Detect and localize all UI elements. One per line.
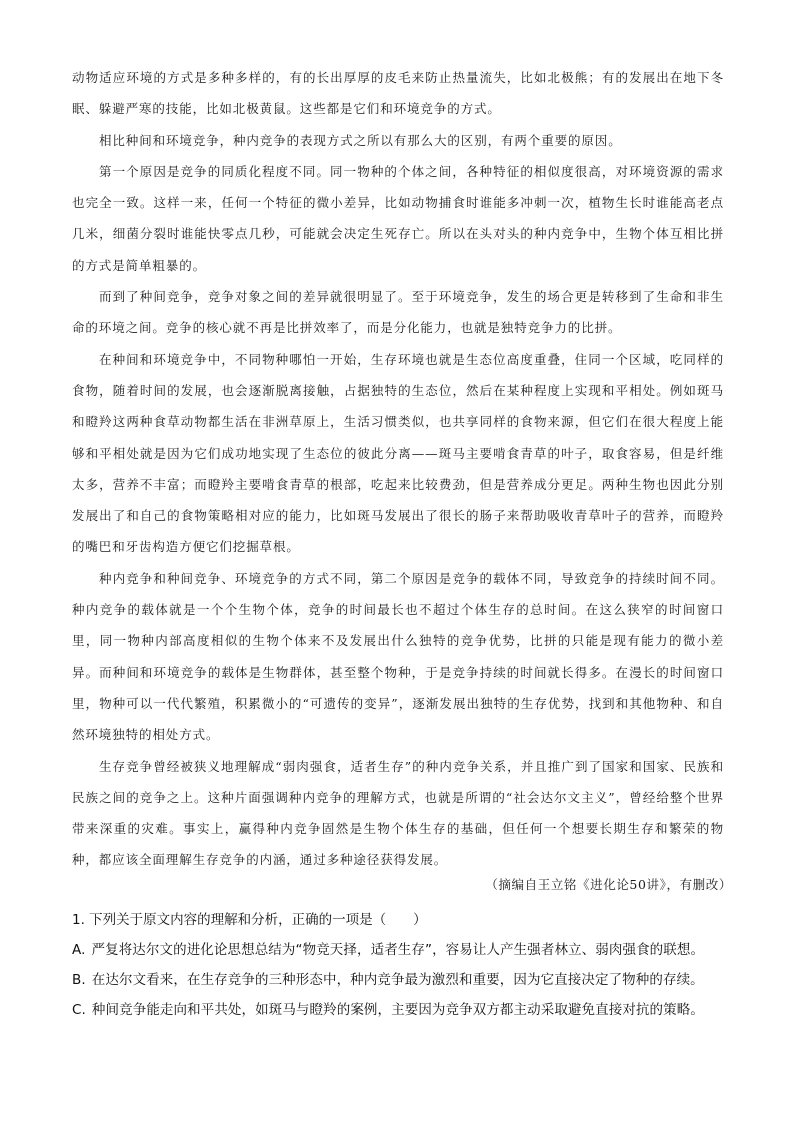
option-c[interactable] [72, 995, 732, 1025]
article-paragraph-4: 而到了种间竞争，竞争对象之间的差异就很明显了。至于环境竞争，发生的场合更是转移到了生命和非生命的环境之间。竞争的核心就不再是比拼效率了，而是分化能力，也就是独特竞争力的比拼。 [72, 289, 724, 336]
article-paragraph-2: 相比种间和环境竞争，种内竞争的表现方式之所以有那么大的区别，有两个重要的原因。 [99, 132, 622, 148]
article-paragraph-1: 动物适应环境的方式是多种多样的，有的长出厚厚的皮毛来防止热量流失，比如北极熊；有的发展出在地下冬眠、躲避严寒的技能，比如北极黄鼠。这些都是它们和环境竞争的方式。 [72, 70, 724, 117]
article-paragraph-6: 种内竞争和种间竞争、环境竞争的方式不同，第二个原因是竞争的载体不同，导致竞争的持续时间不同。种内竞争的载体就是一个个生物个体，竞争的时间最长也不超过个体生存的总时间。在这么狭窄的时间窗口里，同一物种内部高度相似的生物个体来不及发展出什么独特的竞争优势，比拼的只能是现有能力的微小差异。而种间和环境竞争的载体是生物群体，甚至整个物种，于是竞争持续的时间就长得多。在漫长的时间窗口里，物种可以一代代繁殖，积累微小的“可遗传的变异”，逐渐发展出独特的生存优势，找到和其他物种、和自然环境独特的相处方式。 [72, 570, 724, 743]
article-paragraph-3: 第一个原因是竞争的同质化程度不同。同一物种的个体之间，各种特征的相似度很高，对环境资源的需求也完全一致。这样一来，任何一个特征的微小差异，比如动物捕食时谁能多冲刺一次，植物生长时谁能高老点几米，细菌分裂时谁能快零点几秒，可能就会决定生死存亡。所以在头对头的种内竞争中，生物个体互相比拼的方式是简单粗暴的。 [72, 163, 724, 273]
question-block [72, 905, 732, 1025]
option-a[interactable] [72, 935, 732, 965]
article-paragraph-7: 生存竞争曾经被狭义地理解成“弱肉强食，适者生存”的种内竞争关系，并且推广到了国家和国家、民族和民族之间的竞争之上。这种片面强调种内竞争的理解方式，也就是所谓的“社会达尔文主义”，曾经给整个世界带来深重的灾难。事实上，赢得种内竞争固然是生物个体生存的基础，但任何一个想要长期生存和繁荣的物种，都应该全面理解生存竞争的内涵，通过多种途径获得发展。 [72, 758, 724, 868]
option-letter: C. [72, 1002, 86, 1018]
option-text: 严复将达尔文的进化论思想总结为“物竞天择，适者生存”，容易让人产生强者林立、弱肉强食的联想。 [91, 942, 705, 958]
article-body [72, 62, 724, 876]
option-letter: A. [72, 942, 86, 958]
option-text: 在达尔文看来，在生存竞争的三种形态中，种内竞争最为激烈和重要，因为它直接决定了物种的存续。 [91, 972, 704, 988]
option-letter: B. [72, 972, 86, 988]
article-source: （摘编自王立铭《进化论50讲》，有删改） [485, 877, 732, 892]
option-b[interactable] [72, 965, 732, 995]
question-stem: 1. 下列关于原文内容的理解和分析，正确的一项是（ ） [72, 912, 427, 928]
article-paragraph-5: 在种间和环境竞争中，不同物种哪怕一开始，生存环境也就是生态位高度重叠，住同一个区域，吃同样的食物，随着时间的发展，也会逐渐脱离接触，占据独特的生态位，然后在某种程度上实现和平相处。例如斑马和瞪羚这两种食草动物都生活在非洲草原上，生活习惯类似，也共享同样的食物来源，但它们在很大程度上能够和平相处就是因为它们成功地实现了生态位的彼此分离——斑马主要啃食青草的叶子，取食容易，但是纤维太多，营养不丰富；而瞪羚主要啃食青草的根部，吃起来比较费劲，但是营养成分更足。两种生物也因此分别发展出了和自己的食物策略相对应的能力，比如斑马发展出了很长的肠子来帮助吸收青草叶子的营养，而瞪羚的嘴巴和牙齿构造方便它们挖掘草根。 [72, 351, 724, 555]
option-text: 种间竞争能走向和平共处，如斑马与瞪羚的案例，主要因为竞争双方都主动采取避免直接对抗的策略。 [91, 1002, 704, 1018]
